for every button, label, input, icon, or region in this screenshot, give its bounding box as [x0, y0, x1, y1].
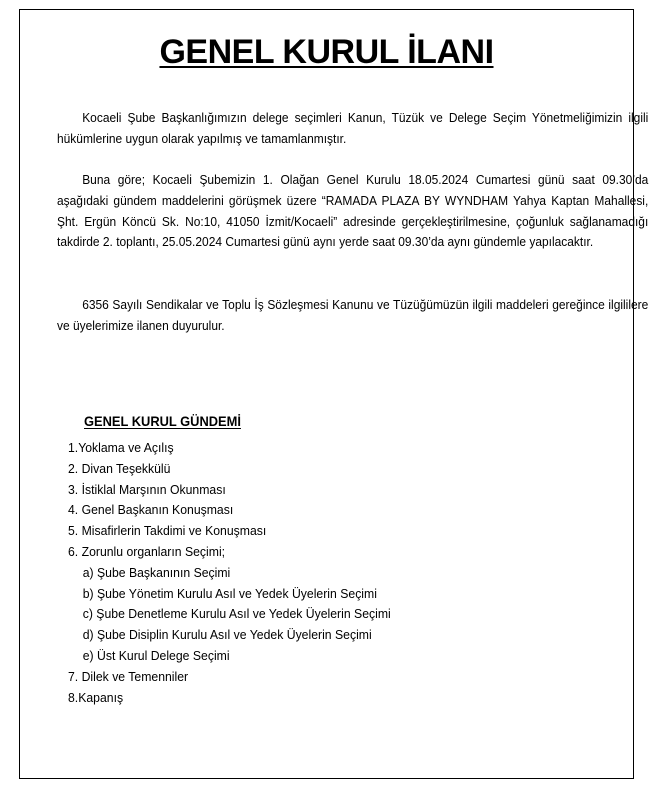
paragraph-election-completed: Kocaeli Şube Başkanlığımızın delege seçimleri Kanun, Tüzük ve Delege Seçim Yönetmeliğimizin ilgili hükümlerine uygun olarak yapılmış ve tamamlanmıştır.	[57, 110, 649, 146]
agenda-item: 8.Kapanış	[68, 689, 124, 705]
notice-title-text: GENEL KURUL İLANI	[159, 33, 494, 71]
agenda-item: 2. Divan Teşekkülü	[68, 460, 171, 476]
agenda-list	[68, 438, 391, 708]
notice-frame	[19, 9, 649, 779]
agenda-item: 4. Genel Başkanın Konuşması	[68, 502, 234, 518]
agenda-subitem: c) Şube Denetleme Kurulu Asıl ve Yedek Üyelerin Seçimi	[82, 606, 391, 622]
agenda-item: 1.Yoklama ve Açılış	[68, 440, 174, 455]
notice-title	[20, 32, 633, 72]
agenda-subitem: a) Şube Başkanının Seçimi	[82, 564, 231, 580]
agenda-subitem: b) Şube Yönetim Kurulu Asıl ve Yedek Üyelerin Seçimi	[82, 585, 377, 601]
agenda-item: 3. İstiklal Marşının Okunması	[68, 481, 226, 497]
agenda-item: 5. Misafirlerin Takdimi ve Konuşması	[68, 523, 267, 539]
paragraph-meeting-details: Buna göre; Kocaeli Şubemizin 1. Olağan Genel Kurulu 18.05.2024 Cumartesi günü saat 09.30’da aşağıdaki gündem maddelerini görüşmek üzere “RAMADA PLAZA BY WYNDHAM Yahya Kaptan Mahallesi, Şht. Ergün Köncü Sk. No:10, 41050 İzmit/Kocaeli” adresinde gerçekleştirilmesine, çoğunluk sağlanamadığı takdirde 2. toplantı, 25.05.2024 Cumartesi günü aynı yerde saat 09.30’da aynı gündemle yapılacaktır.	[57, 172, 649, 250]
paragraph-legal-announcement: 6356 Sayılı Sendikalar ve Toplu İş Sözleşmesi Kanunu ve Tüzüğümüzün ilgili maddeleri gereğince ilgililere ve üyelerimize ilanen duyurulur.	[57, 297, 649, 333]
agenda-item: 6. Zorunlu organların Seçimi;	[68, 543, 226, 559]
agenda-heading: GENEL KURUL GÜNDEMİ	[84, 413, 241, 429]
agenda-subitem: d) Şube Disiplin Kurulu Asıl ve Yedek Üyelerin Seçimi	[82, 627, 372, 643]
agenda-item: 7. Dilek ve Temenniler	[68, 668, 189, 684]
agenda-subitem: e) Üst Kurul Delege Seçimi	[82, 647, 230, 663]
